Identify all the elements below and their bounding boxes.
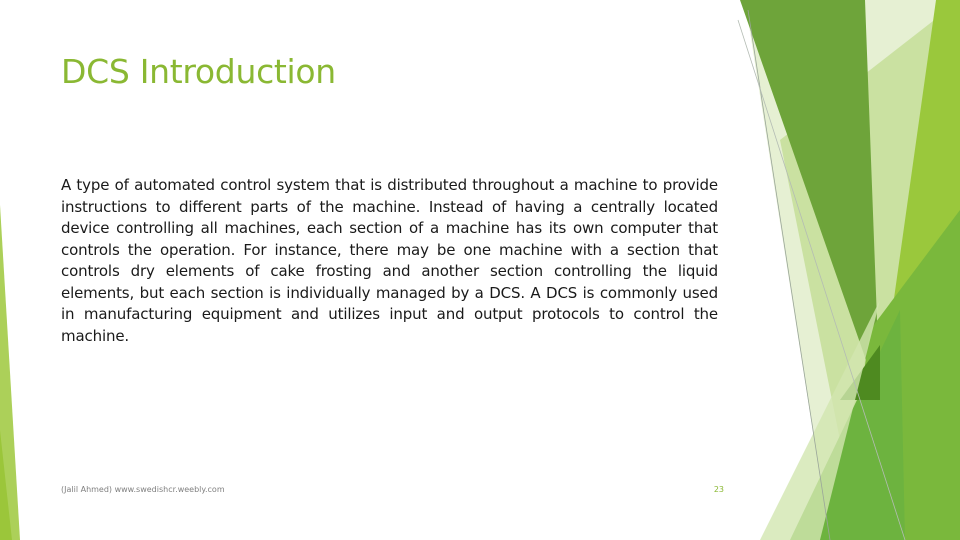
slide-footer: (Jalil Ahmed) www.swedishcr.weebly.com xyxy=(61,485,225,494)
slide-title: DCS Introduction xyxy=(61,52,336,91)
slide-body-text: A type of automated control system that is distributed throughout a machine to provide instructions to different parts of the machine. Instead of having a centrally located device controlling all machines, each section of a machine has its own computer that controls the operation. For instance, there may be one machine with a section that controls dry elements of cake frosting and another section controlling the liquid elements, but each section is individually managed by a DCS. A DCS is commonly used in manufacturing equipment and utilizes input and output protocols to control the machine. xyxy=(61,176,718,345)
slide-number: 23 xyxy=(713,485,724,494)
left-light-triangle xyxy=(0,205,20,540)
